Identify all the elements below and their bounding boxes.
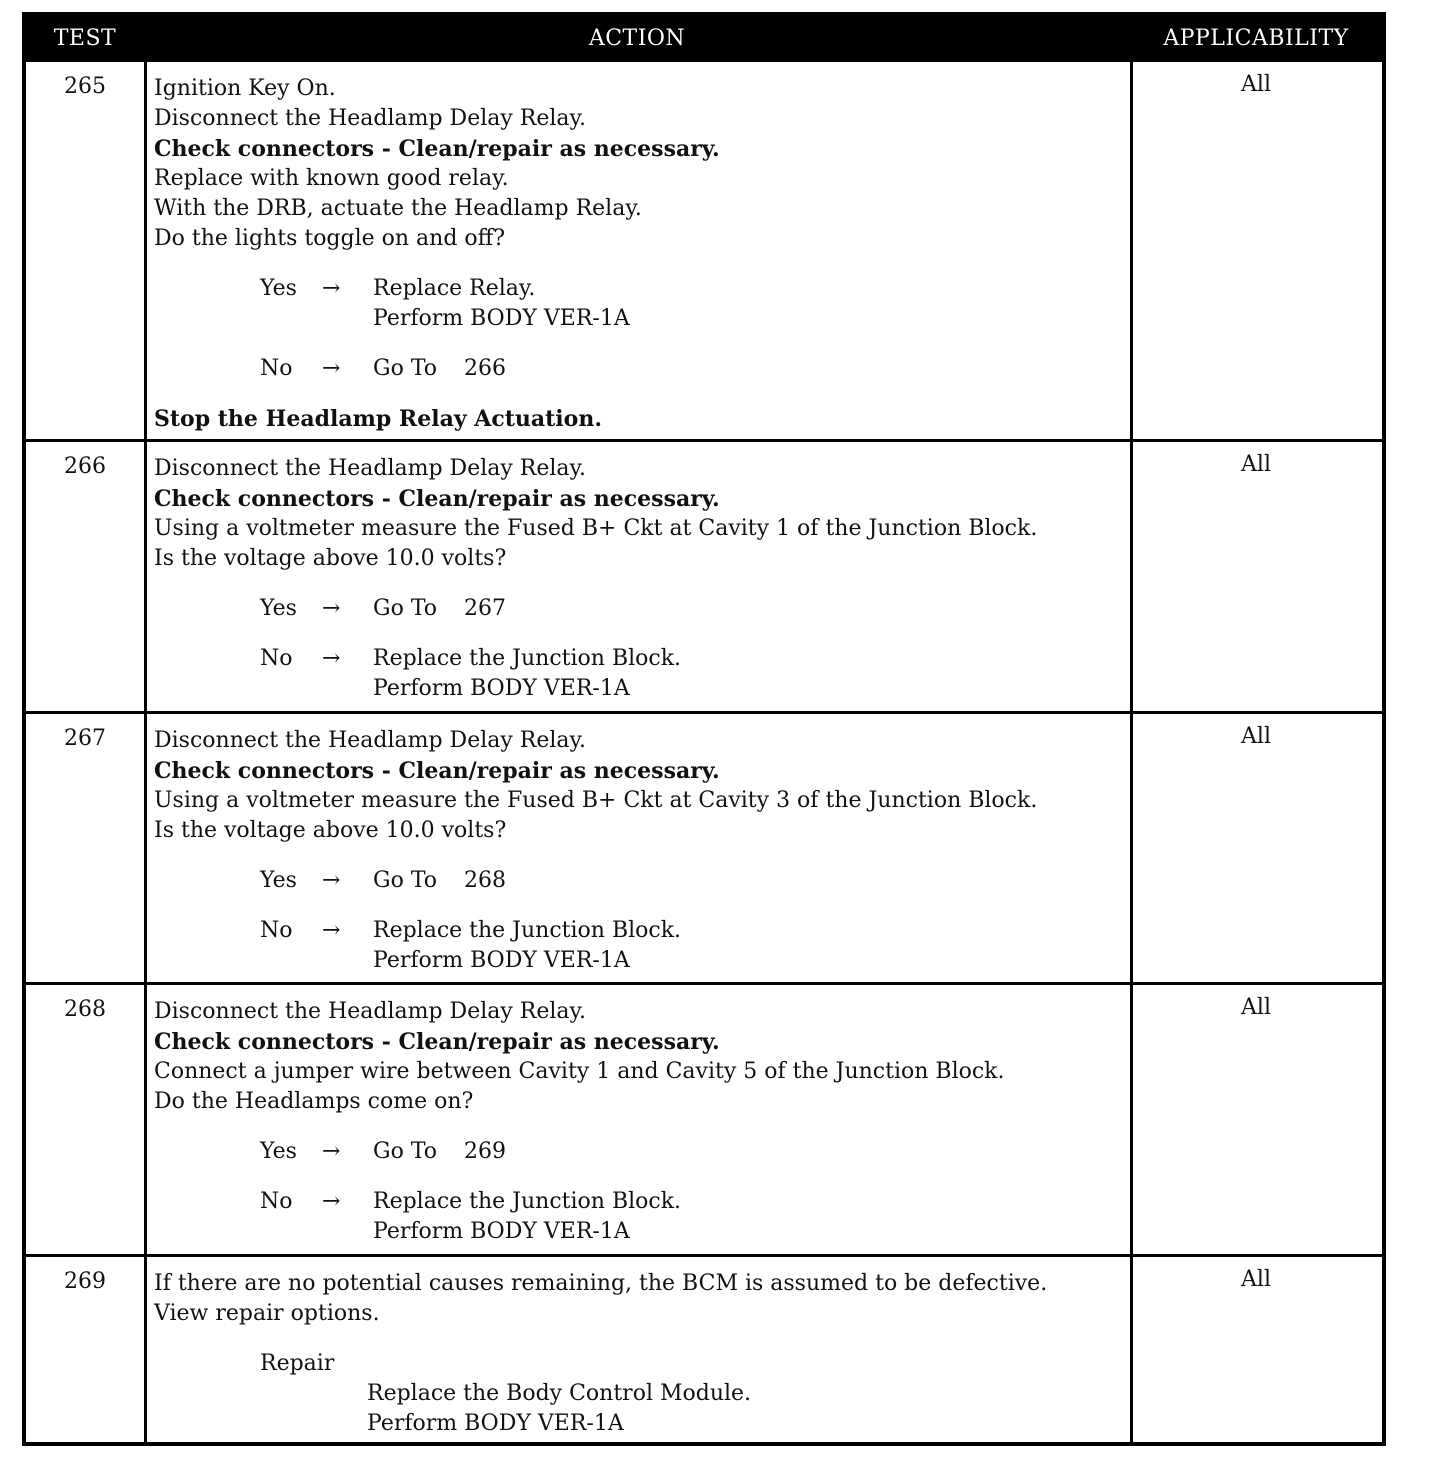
diagnostic-table <box>22 12 1386 1446</box>
arrow-icon: → <box>322 646 341 671</box>
yes-result: Go To <box>373 596 438 621</box>
yes-label: Yes <box>260 596 297 621</box>
applicability-cell: All <box>1241 724 1271 749</box>
yes-result: Replace Relay. <box>373 276 536 301</box>
applicability-cell: All <box>1241 452 1271 477</box>
goto-number: 267 <box>464 596 506 621</box>
action-line: Disconnect the Headlamp Delay Relay. <box>154 728 587 753</box>
yes-label: Yes <box>260 1139 297 1164</box>
table-row <box>26 711 1382 982</box>
no-result-2: Perform BODY VER-1A <box>373 948 630 973</box>
header-applicability: APPLICABILITY <box>1163 26 1349 51</box>
action-cell <box>154 997 1114 1247</box>
action-line: Connect a jumper wire between Cavity 1 and Cavity 5 of the Junction Block. <box>154 1059 1005 1084</box>
action-line: Do the lights toggle on and off? <box>154 226 506 251</box>
goto-number: 269 <box>464 1139 506 1164</box>
test-number: 265 <box>64 74 106 99</box>
yes-label: Yes <box>260 276 297 301</box>
action-line: Replace with known good relay. <box>154 166 509 191</box>
action-cell <box>154 1269 1114 1439</box>
no-branch <box>154 644 1114 674</box>
test-number: 267 <box>64 726 106 751</box>
no-result-2: Perform BODY VER-1A <box>373 676 630 701</box>
applicability-cell: All <box>1241 72 1271 97</box>
test-number: 268 <box>64 997 106 1022</box>
action-line: Using a voltmeter measure the Fused B+ Ckt at Cavity 3 of the Junction Block. <box>154 788 1038 813</box>
action-line: If there are no potential causes remaining, the BCM is assumed to be defective. <box>154 1271 1048 1296</box>
repair-label: Repair <box>260 1351 335 1376</box>
yes-branch <box>154 866 1114 896</box>
test-number: 266 <box>64 454 106 479</box>
action-line: Check connectors - Clean/repair as necessary. <box>154 136 720 162</box>
no-branch <box>154 916 1114 946</box>
arrow-icon: → <box>322 596 341 621</box>
test-number: 269 <box>64 1269 106 1294</box>
applicability-cell: All <box>1241 1267 1271 1292</box>
yes-branch <box>154 274 1114 304</box>
yes-result-2: Perform BODY VER-1A <box>373 306 630 331</box>
action-line: View repair options. <box>154 1301 380 1326</box>
header-action: ACTION <box>588 26 686 51</box>
no-label: No <box>260 918 293 943</box>
action-cell <box>154 454 1114 704</box>
action-line: Ignition Key On. <box>154 76 336 101</box>
action-line: Is the voltage above 10.0 volts? <box>154 818 507 843</box>
no-result-2: Perform BODY VER-1A <box>373 1219 630 1244</box>
action-cell <box>154 726 1114 976</box>
action-cell <box>154 74 1114 434</box>
table-row <box>26 982 1382 1254</box>
arrow-icon: → <box>322 1189 341 1214</box>
no-result: Replace the Junction Block. <box>373 1189 682 1214</box>
action-line: Check connectors - Clean/repair as necessary. <box>154 486 720 512</box>
repair-line: Perform BODY VER-1A <box>367 1411 624 1436</box>
no-result: Replace the Junction Block. <box>373 646 682 671</box>
yes-branch <box>154 594 1114 624</box>
table-header <box>26 16 1382 59</box>
no-result: Go To <box>373 356 438 381</box>
action-footer: Stop the Headlamp Relay Actuation. <box>154 406 602 432</box>
arrow-icon: → <box>322 1139 341 1164</box>
header-test: TEST <box>53 26 117 51</box>
arrow-icon: → <box>322 868 341 893</box>
action-line: Check connectors - Clean/repair as necessary. <box>154 758 720 784</box>
action-line: Do the Headlamps come on? <box>154 1089 474 1114</box>
goto-number: 268 <box>464 868 506 893</box>
repair-line: Replace the Body Control Module. <box>367 1381 752 1406</box>
no-label: No <box>260 356 293 381</box>
action-line: Is the voltage above 10.0 volts? <box>154 546 507 571</box>
no-label: No <box>260 646 293 671</box>
action-line: Check connectors - Clean/repair as necessary. <box>154 1029 720 1055</box>
action-line: Disconnect the Headlamp Delay Relay. <box>154 456 587 481</box>
goto-number: 266 <box>464 356 506 381</box>
arrow-icon: → <box>322 918 341 943</box>
action-line: With the DRB, actuate the Headlamp Relay. <box>154 196 642 221</box>
yes-branch <box>154 1137 1114 1167</box>
applicability-cell: All <box>1241 995 1271 1020</box>
arrow-icon: → <box>322 276 341 301</box>
yes-label: Yes <box>260 868 297 893</box>
no-branch <box>154 354 1114 384</box>
action-line: Using a voltmeter measure the Fused B+ Ckt at Cavity 1 of the Junction Block. <box>154 516 1038 541</box>
yes-result: Go To <box>373 1139 438 1164</box>
no-branch <box>154 1187 1114 1217</box>
action-line: Disconnect the Headlamp Delay Relay. <box>154 999 587 1024</box>
table-row <box>26 1254 1382 1446</box>
no-result: Replace the Junction Block. <box>373 918 682 943</box>
table-row <box>26 59 1382 439</box>
no-label: No <box>260 1189 293 1214</box>
arrow-icon: → <box>322 356 341 381</box>
yes-result: Go To <box>373 868 438 893</box>
action-line: Disconnect the Headlamp Delay Relay. <box>154 106 587 131</box>
table-row <box>26 439 1382 711</box>
